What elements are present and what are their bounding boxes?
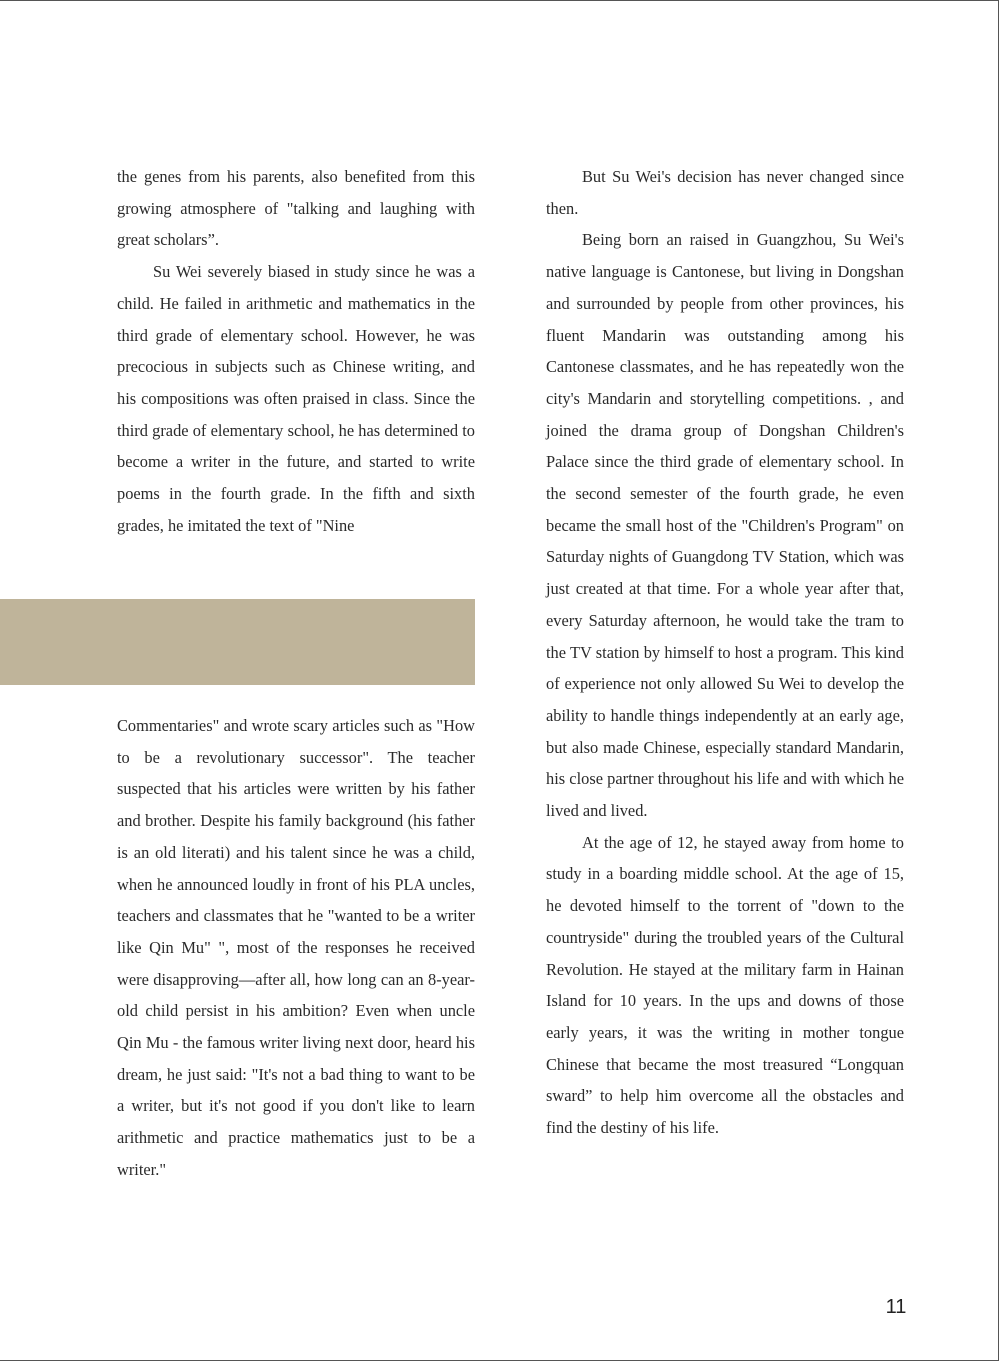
right-column xyxy=(546,161,904,1144)
page-number: 11 xyxy=(885,1296,907,1318)
paragraph: But Su Wei's decision has never changed since then. xyxy=(546,167,904,218)
paragraph: Su Wei severely biased in study since he was a child. He failed in arithmetic and mathematics in the third grade of elementary school. However, he was precocious in subjects such as Chinese writing, and his compositions was often praised in class. Since the third grade of elementary school, he has determined to become a writer in the future, and started to write poems in the fourth grade. In the fifth and sixth grades, he imitated the text of "Nine xyxy=(117,262,475,535)
paragraph: Being born an raised in Guangzhou, Su Wei's native language is Cantonese, but living in Dongshan and surrounded by people from other provinces, his fluent Mandarin was outstanding among his Cantonese classmates, and he has repeatedly won the city's Mandarin and storytelling competitions. , and joined the drama group of Dongshan Children's Palace since the third grade of elementary school. In the second semester of the fourth grade, he even became the small host of the "Children's Program" on Saturday nights of Guangdong TV Station, which was just created at that time. For a whole year after that, every Saturday afternoon, he would take the tram to the TV station by himself to host a program. This kind of experience not only allowed Su Wei to develop the ability to handle things independently at an early age, but also made Chinese, especially standard Mandarin, his close partner throughout his life and with which he lived and lived. xyxy=(546,230,904,821)
paragraph: the genes from his parents, also benefited from this growing atmosphere of "talking and laughing with great scholars”. xyxy=(117,167,475,250)
paragraph: At the age of 12, he stayed away from home to study in a boarding middle school. At the age of 15, he devoted himself to the torrent of "down to the countryside" during the troubled years of the Cultural Revolution. He stayed at the military farm in Hainan Island for 10 years. In the ups and downs of those early years, it was the writing in mother tongue Chinese that became the most treasured “Longquan sward” to help him overcome all the obstacles and find the destiny of his life. xyxy=(546,832,904,1138)
decorative-band xyxy=(0,599,475,685)
paragraph: Commentaries" and wrote scary articles such as "How to be a revolutionary successor". The teacher suspected that his articles were written by his father and brother. Despite his family background (his father is an old literati) and his talent since he was a child, when he announced loudly in front of his PLA uncles, teachers and classmates that he "wanted to be a writer like Qin Mu" ", most of the responses he received were disapproving—after all, how long can an 8-year-old child persist in his ambition? Even when uncle Qin Mu - the famous writer living next door, heard his dream, he just said: "It's not a bad thing to want to be a writer, but it's not good if you don't like to learn arithmetic and practice mathematics just to be a writer." xyxy=(117,716,475,1179)
left-column-bottom xyxy=(117,710,475,1186)
left-column-top xyxy=(117,161,475,541)
